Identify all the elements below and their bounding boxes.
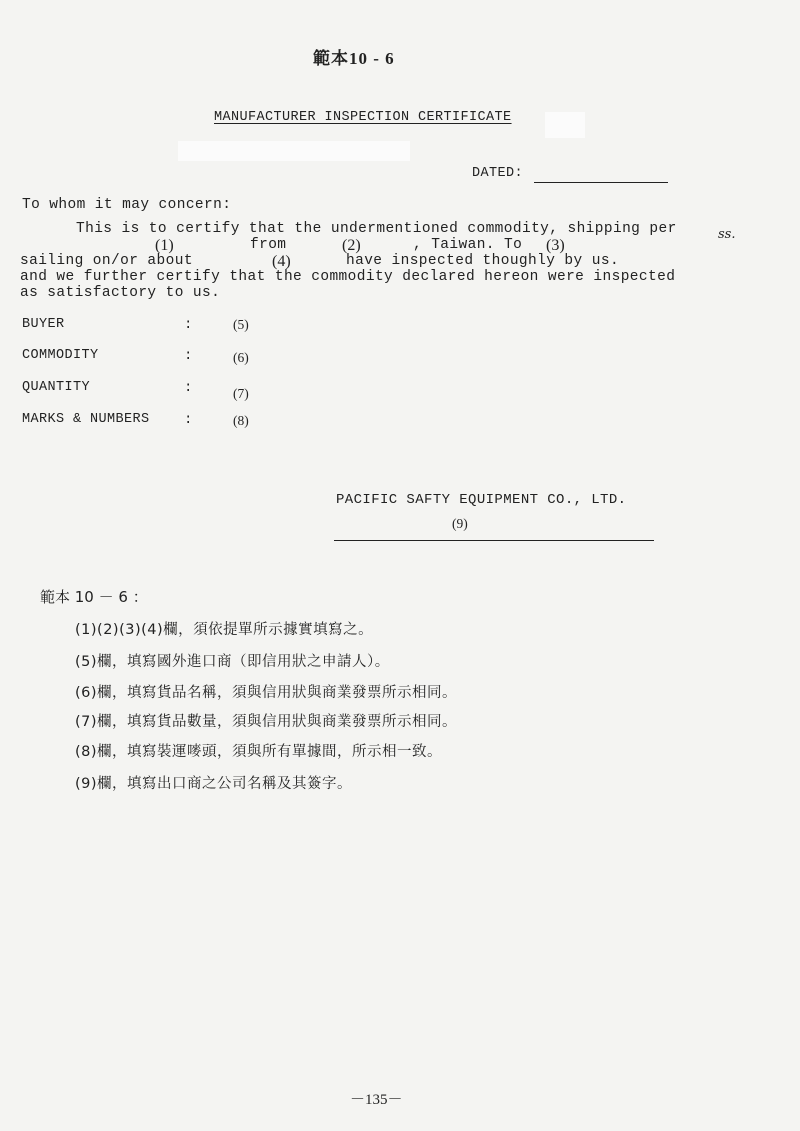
field-number-4: (4) (272, 253, 291, 270)
field-label-commodity: COMMODITY (22, 348, 99, 363)
company-name: PACIFIC SAFTY EQUIPMENT CO., LTD. (336, 492, 627, 508)
body-sailing: sailing on/or about (20, 253, 193, 269)
field-number-6: (6) (233, 350, 249, 365)
body-line-1: This is to certify that the undermentioned commodity, shipping per (76, 221, 677, 237)
field-label-marks-numbers: MARKS & NUMBERS (22, 412, 150, 427)
body-from: from (250, 237, 287, 253)
body-line-satisfactory: as satisfactory to us. (20, 285, 221, 301)
field-number-9: (9) (452, 516, 468, 531)
handwritten-mark: ss. (718, 227, 736, 242)
field-colon: : (184, 317, 193, 333)
body-line-further: and we further certify that the commodity declared hereon were inspected (20, 269, 676, 285)
field-number-8: (8) (233, 413, 249, 428)
field-colon: : (184, 412, 193, 428)
field-number-5: (5) (233, 317, 249, 332)
field-number-2: (2) (342, 237, 361, 254)
note-item: (9)欄，填寫出口商之公司名稱及其簽字。 (75, 776, 353, 792)
body-inspected: have inspected thoughly by us. (346, 253, 620, 269)
whiteout-patch (178, 141, 410, 161)
certificate-title: MANUFACTURER INSPECTION CERTIFICATE (214, 110, 512, 125)
field-number-7: (7) (233, 386, 249, 401)
body-taiwan-to: , Taiwan. To (413, 237, 523, 253)
salutation: To whom it may concern: (22, 197, 232, 213)
signature-line (334, 540, 654, 541)
note-item: (7)欄，填寫貨品數量，須與信用狀與商業發票所示相同。 (75, 714, 458, 730)
note-item: (1)(2)(3)(4)欄，須依提單所示據實填寫之。 (75, 622, 374, 638)
dated-label: DATED: (472, 166, 524, 181)
note-item: (5)欄，填寫國外進口商（即信用狀之申請人）。 (75, 654, 390, 670)
note-item: (6)欄，填寫貨品名稱，須與信用狀與商業發票所示相同。 (75, 685, 458, 701)
model-number: 範本10 - 6 (313, 49, 395, 68)
field-label-quantity: QUANTITY (22, 380, 91, 395)
whiteout-patch (545, 112, 585, 138)
field-colon: : (184, 380, 193, 396)
field-number-3: (3) (546, 237, 565, 254)
field-number-1: (1) (155, 237, 174, 254)
notes-title: 範本 10 － 6 ： (40, 588, 148, 606)
note-item: (8)欄，填寫裝運嘜頭，須與所有單據間，所示相一致。 (75, 744, 443, 760)
page-number: －135－ (350, 1092, 403, 1108)
field-colon: : (184, 348, 193, 364)
field-label-buyer: BUYER (22, 317, 65, 332)
dated-blank-line (534, 182, 668, 183)
